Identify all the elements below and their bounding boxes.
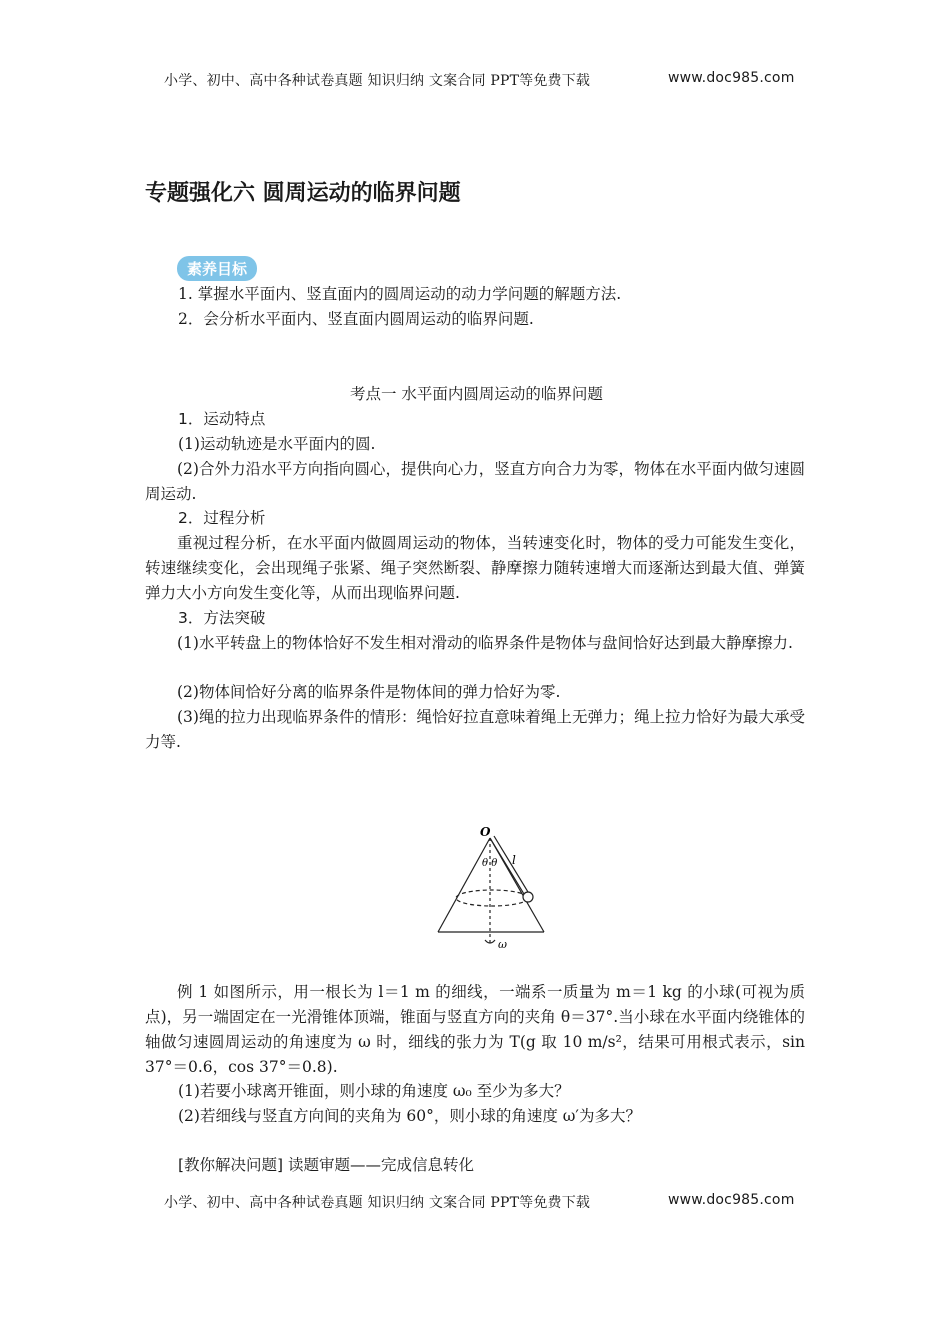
paragraph-3a: (1)水平转盘上的物体恰好不发生相对滑动的临界条件是物体与盘间恰好达到最大静摩擦力.	[177, 634, 793, 652]
label-l: l	[512, 853, 516, 867]
ball	[523, 892, 533, 902]
goals-badge: 素养目标	[177, 256, 257, 281]
question-2: (2)若细线与竖直方向间的夹角为 60°，则小球的角速度 ω′为多大？	[178, 1107, 641, 1125]
goal-item-2: 2．会分析水平面内、竖直面内圆周运动的临界问题.	[178, 310, 534, 328]
footer-text: 小学、初中、高中各种试卷真题 知识归纳 文案合同 PPT等免费下载	[164, 1195, 591, 1211]
label-theta: θ θ	[482, 858, 498, 869]
heading-method: 3．方法突破	[178, 609, 266, 627]
guide-line: [教你解决问题] 读题审题——完成信息转化	[178, 1156, 475, 1174]
section-heading: 考点一 水平面内圆周运动的临界问题	[350, 385, 603, 403]
example-1: 例 1 如图所示，用一根长为 l＝1 m 的细线，一端系一质量为 m＝1 kg 的小球(可视为质点)，另一端固定在一光滑锥体顶端，锥面与竖直方向的夹角 θ＝37°.当小球在水平面内绕锥体的轴做匀速圆周运动的角速度为 ω 时，细线的张力为 T(g 取 10 m/s²，结果可用根式表示，sin 37°＝0.6，cos 37°＝0.8).	[145, 983, 805, 1076]
header-text: 小学、初中、高中各种试卷真题 知识归纳 文案合同 PPT等免费下载	[164, 73, 591, 89]
page-title: 专题强化六 圆周运动的临界问题	[145, 181, 461, 206]
paragraph-3b: (2)物体间恰好分离的临界条件是物体间的弹力恰好为零.	[177, 683, 561, 701]
question-1: (1)若要小球离开锥面，则小球的角速度 ω₀ 至少为多大？	[178, 1082, 570, 1100]
cone-pendulum-figure	[430, 822, 555, 954]
footer-url[interactable]: www.doc985.com	[668, 1192, 795, 1208]
paragraph-2: 重视过程分析，在水平面内做圆周运动的物体，当转速变化时，物体的受力可能发生变化，转速继续变化，会出现绳子张紧、绳子突然断裂、静摩擦力随转速增大而逐渐达到最大值、弹簧弹力大小方向发生变化等，从而出现临界问题.	[145, 534, 805, 602]
label-omega: ω	[498, 938, 507, 951]
header-url[interactable]: www.doc985.com	[668, 70, 795, 86]
heading-process-analysis: 2．过程分析	[178, 509, 266, 527]
cone-left-edge	[438, 838, 490, 932]
heading-motion-features: 1．运动特点	[178, 410, 266, 428]
paragraph-1b: (2)合外力沿水平方向指向圆心，提供向心力，竖直方向合力为零，物体在水平面内做匀速圆周运动.	[145, 460, 805, 503]
paragraph-3c: (3)绳的拉力出现临界条件的情形：绳恰好拉直意味着绳上无弹力；绳上拉力恰好为最大承受力等.	[145, 708, 805, 751]
label-o: O	[480, 825, 491, 839]
orbit-ellipse	[456, 890, 528, 906]
paragraph-1a: (1)运动轨迹是水平面内的圆.	[178, 435, 376, 453]
goal-item-1: 1. 掌握水平面内、竖直面内的圆周运动的动力学问题的解题方法.	[178, 285, 622, 303]
string-line-b	[494, 836, 528, 892]
